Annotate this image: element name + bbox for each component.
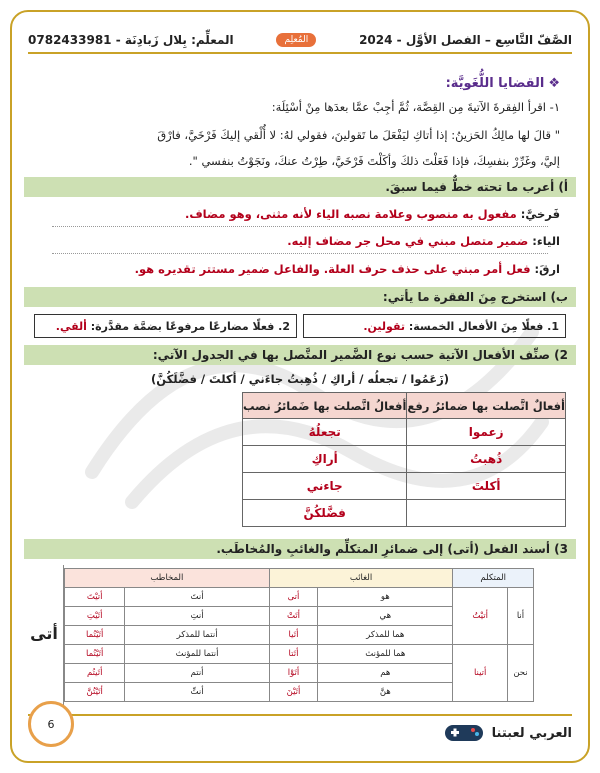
- header-mukhatab: المخاطب: [65, 569, 270, 588]
- answer-word: فَرخيَّ:: [520, 207, 560, 221]
- divider: [52, 253, 548, 254]
- answer-text: ضمير متصل مبني في محل جر مضاف إليه.: [287, 234, 533, 248]
- mukhatab-form: أتَيْتُنَّ: [65, 683, 125, 702]
- mukhatab-form: أتيْتَ: [65, 588, 125, 607]
- col-raf-header: أفعالٌ اتَّصلت بها ضمائرُ رفع: [407, 393, 566, 419]
- mukhatab-pronoun: أنتِّ: [125, 683, 269, 702]
- divider: [52, 226, 548, 227]
- mukhatab-form: أتَيْتِ: [65, 607, 125, 626]
- ghaib-pronoun: هما للمذكر: [318, 626, 453, 645]
- mukhatab-pronoun: أنتما للمذكر: [125, 626, 269, 645]
- conjugation-table: [64, 568, 534, 702]
- table-row: [243, 419, 566, 446]
- ghaib-form: أتى: [269, 588, 318, 607]
- cell-raf: [407, 500, 566, 527]
- q1-prompt: ١- اقرأ الفِقرةَ الآتيةَ مِن القِصَّة، ثُمَّ أجِبْ عمَّا بعدَها مِنْ أسْئِلَة:: [271, 100, 560, 114]
- mukhatab-pronoun: أنتِ: [125, 607, 269, 626]
- passage-line-2: إليَّ، وغَرِّرْ بنفسِكَ، فإذا فَعَلْتَ ذلكَ وأكَلْتَ فَرْخَيَّ، طِرْتُ عنكَ، ونَجَوْتُ بنفسي ".: [188, 154, 560, 168]
- form-ana: أتيْتُ: [453, 588, 508, 645]
- ghaib-pronoun: هي: [318, 607, 453, 626]
- cell-raf: زعموا: [407, 419, 566, 446]
- answer-text: مفعول به منصوب وعلامة نصبه الياء لأنه مثنى، وهو مضاف.: [184, 207, 521, 221]
- pronoun-classification-table: [242, 392, 566, 527]
- qb-box-1: [303, 314, 566, 338]
- mukhatab-form: أتَيْتُما: [65, 645, 125, 664]
- answer-word: ارقَ:: [534, 262, 560, 276]
- box-answer: ألقي.: [55, 319, 87, 333]
- cell-nasb: فضَّلكُنَّ: [243, 500, 407, 527]
- passage-line-1: " قالَ لها مالِكُ الحَزينُ: إذا أتاكِ ليَفْعَلَ ما تَقولينَ، فقولي لهُ: لا أُلْقي إليكَ فَرْخَيَّ، فارْقَ: [157, 128, 560, 142]
- ghaib-form: أتَتا: [269, 645, 318, 664]
- pronoun-nahnu: نحن: [508, 645, 534, 702]
- box-answer: تقولين.: [363, 319, 406, 333]
- teacher-badge: المُعلِم: [276, 33, 316, 47]
- diamond-bullet-icon: ❖: [548, 76, 560, 91]
- page-footer: [28, 714, 572, 750]
- ghaib-pronoun: هنَّ: [318, 683, 453, 702]
- answer-farkhay: [40, 207, 560, 221]
- grade-title: الصَّفّ التَّاسِع – الفصل الأوَّل - 2024: [359, 33, 572, 47]
- answer-word: الياء:: [532, 234, 560, 248]
- cell-raf: أكلتَ: [407, 473, 566, 500]
- qa-title: أ) أعرب ما تحته خطٌّ فيما سبقَ.: [24, 177, 576, 197]
- gamepad-icon: [442, 721, 486, 745]
- teacher-info: المعلِّم: بِلال زَبادِنَة - 0782433981: [28, 33, 234, 47]
- verb-ata: أتى: [30, 624, 58, 643]
- ghaib-form: أتَتْ: [269, 607, 318, 626]
- section-title: [446, 76, 560, 91]
- mukhatab-form: أتَيْتُما: [65, 626, 125, 645]
- box-label: 1. فعلًا مِنَ الأفعال الخمسة:: [408, 319, 559, 333]
- ghaib-pronoun: هو: [318, 588, 453, 607]
- ghaib-pronoun: هما للمؤنث: [318, 645, 453, 664]
- mukhatab-form: أتَيتُم: [65, 664, 125, 683]
- q2-verb-list: (زَعَمُوا / تجعلُه / أراكِ / ذُهِبتُ جاءَني / أكلتَ / فضَّلَكُنَّ): [151, 372, 449, 386]
- answer-irqa: [40, 262, 560, 276]
- qb-boxes: [34, 314, 566, 338]
- answer-ya: [40, 234, 560, 248]
- table-row: [243, 473, 566, 500]
- brand-text: العربي لعبتنا: [491, 725, 572, 741]
- header-mutakallim: المتكلم: [453, 569, 534, 588]
- qb-box-2: [34, 314, 297, 338]
- mukhatab-pronoun: أنتما للمؤنث: [125, 645, 269, 664]
- q3-title: 3) أسند الفعل (أتى) إلى ضمائرِ المتكلِّم والغائبِ والمُخاطَب.: [24, 539, 576, 559]
- ghaib-pronoun: هم: [318, 664, 453, 683]
- box-label: 2. فعلًا مضارعًا مرفوعًا بضمَّة مقدَّرة:: [90, 319, 290, 333]
- table-row: [243, 446, 566, 473]
- q2-title: 2) صنِّف الأفعال الآتية حسب نوع الضَّمير المتَّصل بها في الجدول الآتي:: [24, 345, 576, 365]
- table-row: [243, 500, 566, 527]
- cell-nasb: تجعلُهُ: [243, 419, 407, 446]
- pronoun-ana: أنا: [508, 588, 534, 645]
- ghaib-form: أتَيْنَ: [269, 683, 318, 702]
- page-header: [28, 28, 572, 54]
- brand: [442, 721, 572, 745]
- mukhatab-pronoun: أنتَ: [125, 588, 269, 607]
- mukhatab-pronoun: أنتم: [125, 664, 269, 683]
- ghaib-form: أتَوْا: [269, 664, 318, 683]
- cell-nasb: جاءني: [243, 473, 407, 500]
- ghaib-form: أتَيا: [269, 626, 318, 645]
- cell-raf: ذُهبتُ: [407, 446, 566, 473]
- qb-title: ب) استخرج مِنَ الفقرة ما يأتي:: [24, 287, 576, 307]
- answer-text: فعل أمر مبني على حذف حرف العلة. والفاعل ضمير مستتر تقديره هو.: [134, 262, 535, 276]
- section-title-text: القضايا اللُّغَويَّة:: [445, 76, 545, 91]
- cell-nasb: أراكِ: [243, 446, 407, 473]
- page-number: 6: [28, 701, 74, 747]
- header-ghaib: الغائب: [269, 569, 453, 588]
- col-nasb-header: أفعالُ اتَّصلت بها ضَمائرُ نصب: [243, 393, 407, 419]
- form-nahnu: أتينا: [453, 645, 508, 702]
- worksheet-page: [10, 10, 590, 763]
